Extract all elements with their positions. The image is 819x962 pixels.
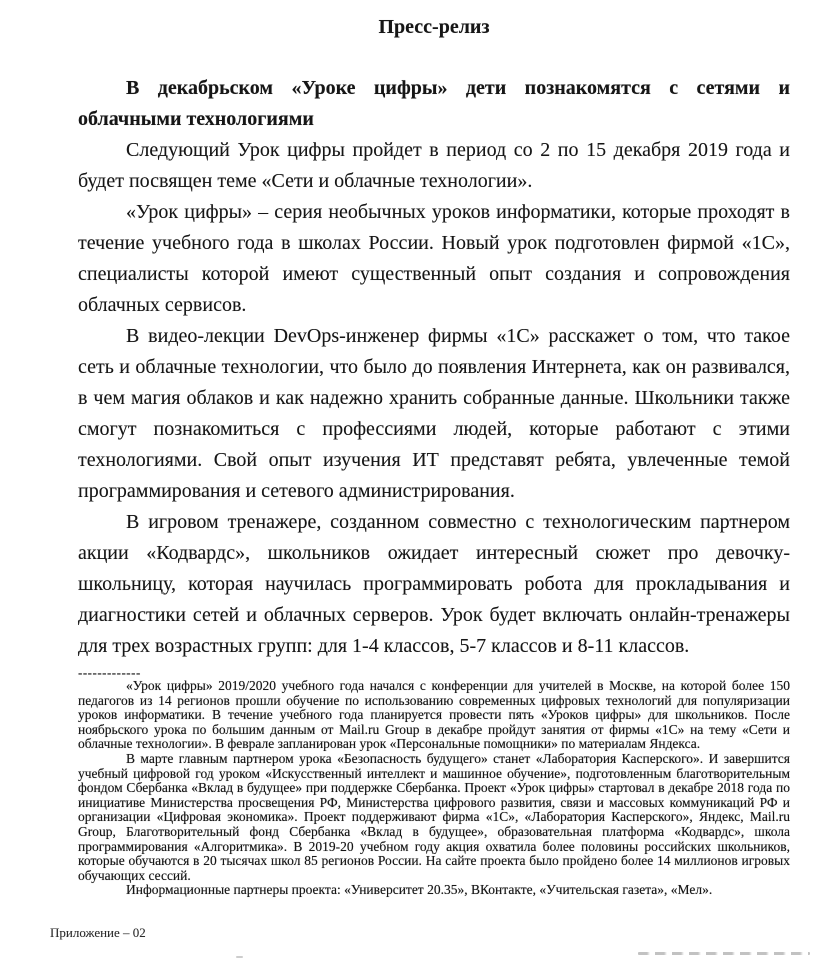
page-title: Пресс-релиз <box>378 16 490 38</box>
scan-artifact-streak <box>638 952 810 955</box>
footnote-separator: ------------- <box>78 665 141 680</box>
footnote-paragraph-2: В марте главным партнером урока «Безопасность будущего» станет «Лаборатория Касперского». И завершится учебный цифровой год уроком «Искусственный интеллект и машинное обучение», подготовленным благотворительным фондом Сбербанка «Вклад в будущее» при поддержке Сбербанка. Проект «Урок цифры» стартовал в декабре 2018 года по инициативе Министерства просвещения РФ, Министерства цифрового развития, связи и массовых коммуникаций РФ и организации «Цифровая экономика». Проект поддерживают фирма «1С», «Лаборатория Касперского», Яндекс, Mail.ru Group, Благотворительный фонд Сбербанка «Вклад в будущее», образовательная платформа «Кодвардс», школа программирования «Алгоритмика». В 2019-20 учебном году акция охватила более половины российских школьников, которые обучаются в 20 тысячах школ 85 регионов России. На сайте проекта было пройдено более 14 миллионов игровых обучающих сессий. <box>78 750 790 883</box>
appendix-label: Приложение – 02 <box>50 924 146 940</box>
document-heading: В декабрьском «Уроке цифры» дети познакомятся с сетями и облачными технологиями <box>78 77 790 130</box>
footnote-paragraph-1: «Урок цифры» 2019/2020 учебного года начался с конференции для учителей в Москве, на которой более 150 педагогов из 14 регионов прошли обучение по использованию современных цифровых технологий для популяризации уроков информатики. В течение учебного года планируется провести пять «Уроков цифры» для школьников. После ноябрьского урока по большим данным от Mail.ru Group в декабре пройдут занятия от фирмы «1С» на тему «Сети и облачные технологии». В феврале запланирован урок «Персональные помощники» по материалам Яндекса. <box>78 678 790 752</box>
footnote-paragraph-3: Информационные партнеры проекта: «Университет 20.35», ВКонтакте, «Учительская газета», «Мел». <box>126 882 713 898</box>
body-paragraph-3: В видео-лекции DevOps-инженер фирмы «1С» расскажет о том, что такое сеть и облачные технологии, что было до появления Интернета, как он развивался, в чем магия облаков и как надежно хранить собранные данные. Школьники также смогут познакомиться с профессиями людей, которые работают с этими технологиями. Свой опыт изучения ИТ представят ребята, увлеченные темой программирования и сетевого администрирования. <box>78 325 790 502</box>
scan-artifact-dot <box>236 956 243 958</box>
body-paragraph-4: В игровом тренажере, созданном совместно с технологическим партнером акции «Кодвардс», школьников ожидает интересный сюжет про девочку-школьницу, которая научилась программировать робота для прокладывания и диагностики сетей и облачных серверов. Урок будет включать онлайн-тренажеры для трех возрастных групп: для 1-4 классов, 5-7 классов и 8-11 классов. <box>78 511 790 657</box>
body-paragraph-1: Следующий Урок цифры пройдет в период со 2 по 15 декабря 2019 года и будет посвящен теме «Сети и облачные технологии». <box>78 139 790 192</box>
body-paragraph-2: «Урок цифры» – серия необычных уроков информатики, которые проходят в течение учебного года в школах России. Новый урок подготовлен фирмой «1С», специалисты которой имеют существенный опыт создания и сопровождения облачных сервисов. <box>78 201 790 316</box>
